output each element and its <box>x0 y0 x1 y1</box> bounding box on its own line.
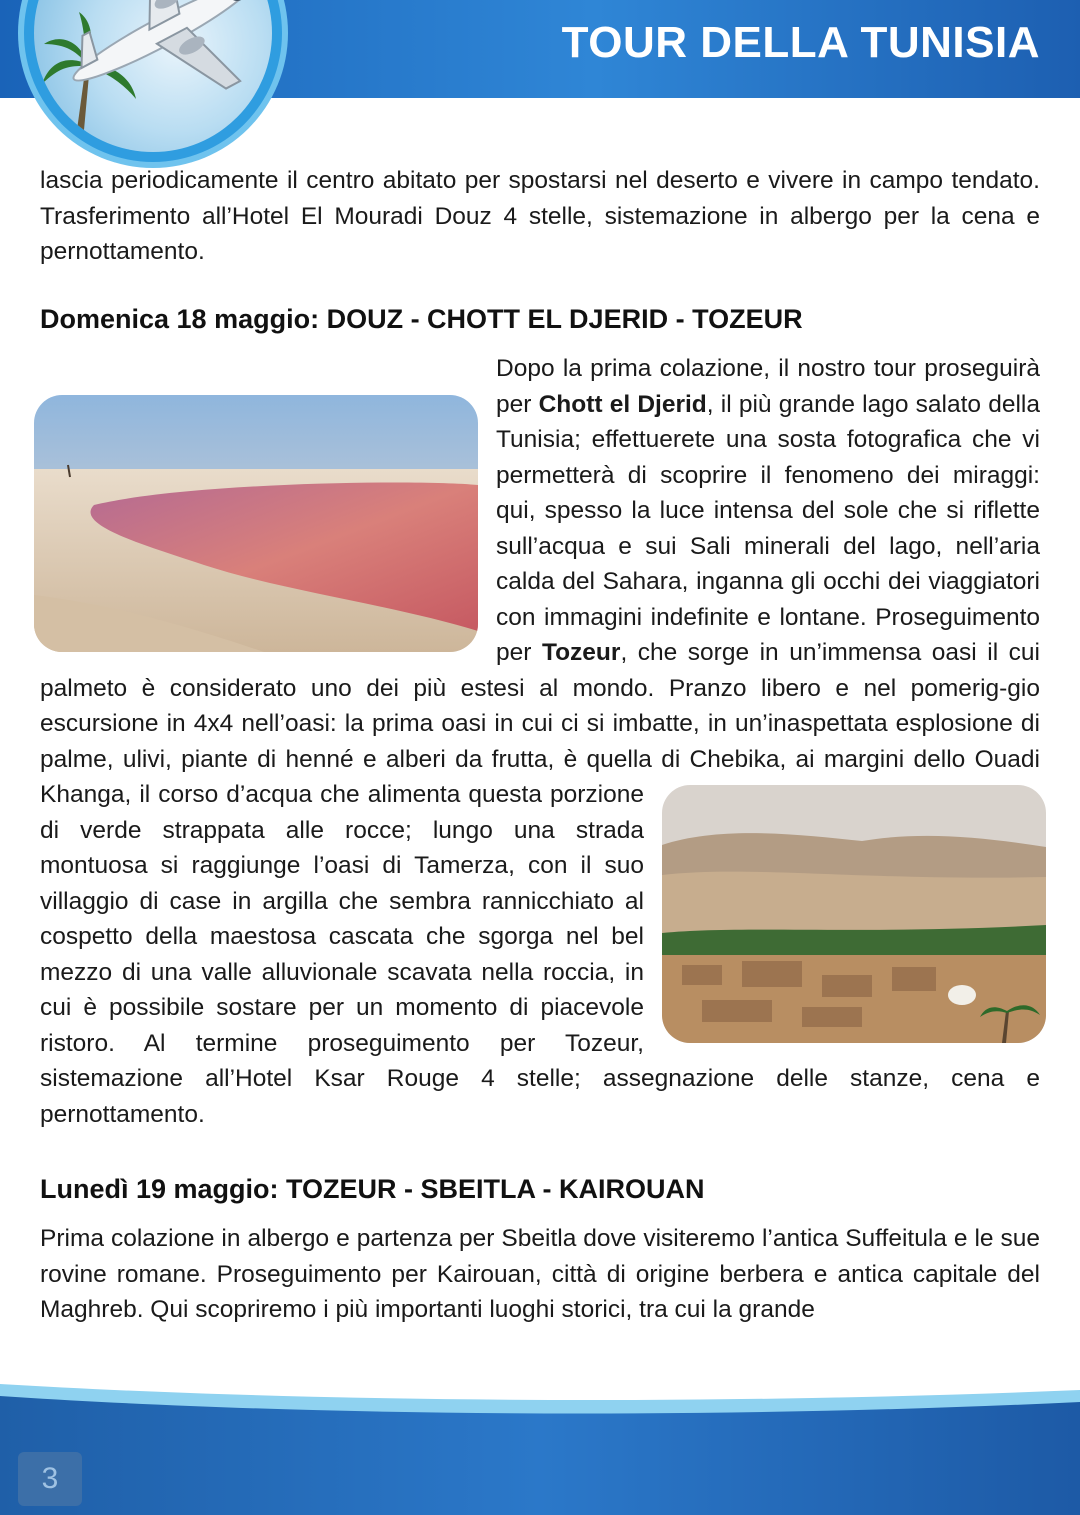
chott-el-djerid-photo <box>34 395 478 652</box>
chott-el-djerid-bold: Chott el Djerid <box>538 390 707 418</box>
page-number: 3 <box>18 1452 82 1506</box>
intro-paragraph: lascia periodicamente il centro abitato per spostarsi nel deserto e vivere in campo tendato. Trasferimento all’Hotel El Mouradi Douz 4 stelle, sistemazione in albergo per la cena e pernottamento. <box>40 167 1040 265</box>
day1-paragraph: Dopo la prima colazione, il nostro tour proseguirà per Chott el Djerid, il più grande lago salato della Tunisia; effettuerete una sosta fotografica che vi permetterà di scoprire il fenomeno dei miraggi: qui, spesso la luce intensa del sole che si riflette sull’acqua e sui Sali minerali del lago, nell’aria calda del Sahara, inganna gli occhi dei viaggiatori con immagini indefinite e lontane. Proseguimento per Tozeur, che sorge in un’immensa oasi il cui palmeto è considerato uno dei più estesi al mondo. Pranzo libero e nel pomerig-gio escursione in 4x4 nell’oasi: la prima oasi in cui ci si imbatte, in un’inaspettata esplosione di palme, ulivi, piante di henné e alberi da frutta, è quella di Chebika, ai margini dello Ouadi Khanga, il corso d’acqua che alimenta questa porzione di verde strappata alle rocce; lungo una strada montuosa si raggiunge l’oasi di Tamerza, con il suo villaggio di case in argilla che sembra rannicchiato al cospetto della maestosa cascata che sgorga nel bel mezzo di una valle alluvionale scavata nella roccia, in cui è possibile sostare per un momento di piacevole ristoro. Al termine proseguimento per Tozeur, sistemazione all’Hotel Ksar Rouge 4 stelle; assegnazione delle stanze, cena e pernottamento. <box>40 351 1040 1132</box>
tamerza-oasis-photo <box>662 785 1046 1043</box>
footer-band <box>0 1380 1080 1515</box>
day1-heading: Domenica 18 maggio: DOUZ - CHOTT EL DJERID - TOZEUR <box>40 304 803 334</box>
page-title: TOUR DELLA TUNISIA <box>561 18 1040 67</box>
day2-heading: Lunedì 19 maggio: TOZEUR - SBEITLA - KAIROUAN <box>40 1174 705 1204</box>
day2-paragraph: Prima colazione in albergo e partenza per Sbeitla dove visiteremo l’antica Suffeitula e le sue rovine romane. Proseguimento per Kairouan, città di origine berbera e antica capitale del Maghreb. Qui scopriremo i più importanti luoghi storici, tra cui la grande <box>40 1225 1040 1323</box>
tozeur-bold: Tozeur <box>541 639 621 666</box>
airplane-logo <box>24 0 282 162</box>
airplane-icon <box>34 0 272 152</box>
